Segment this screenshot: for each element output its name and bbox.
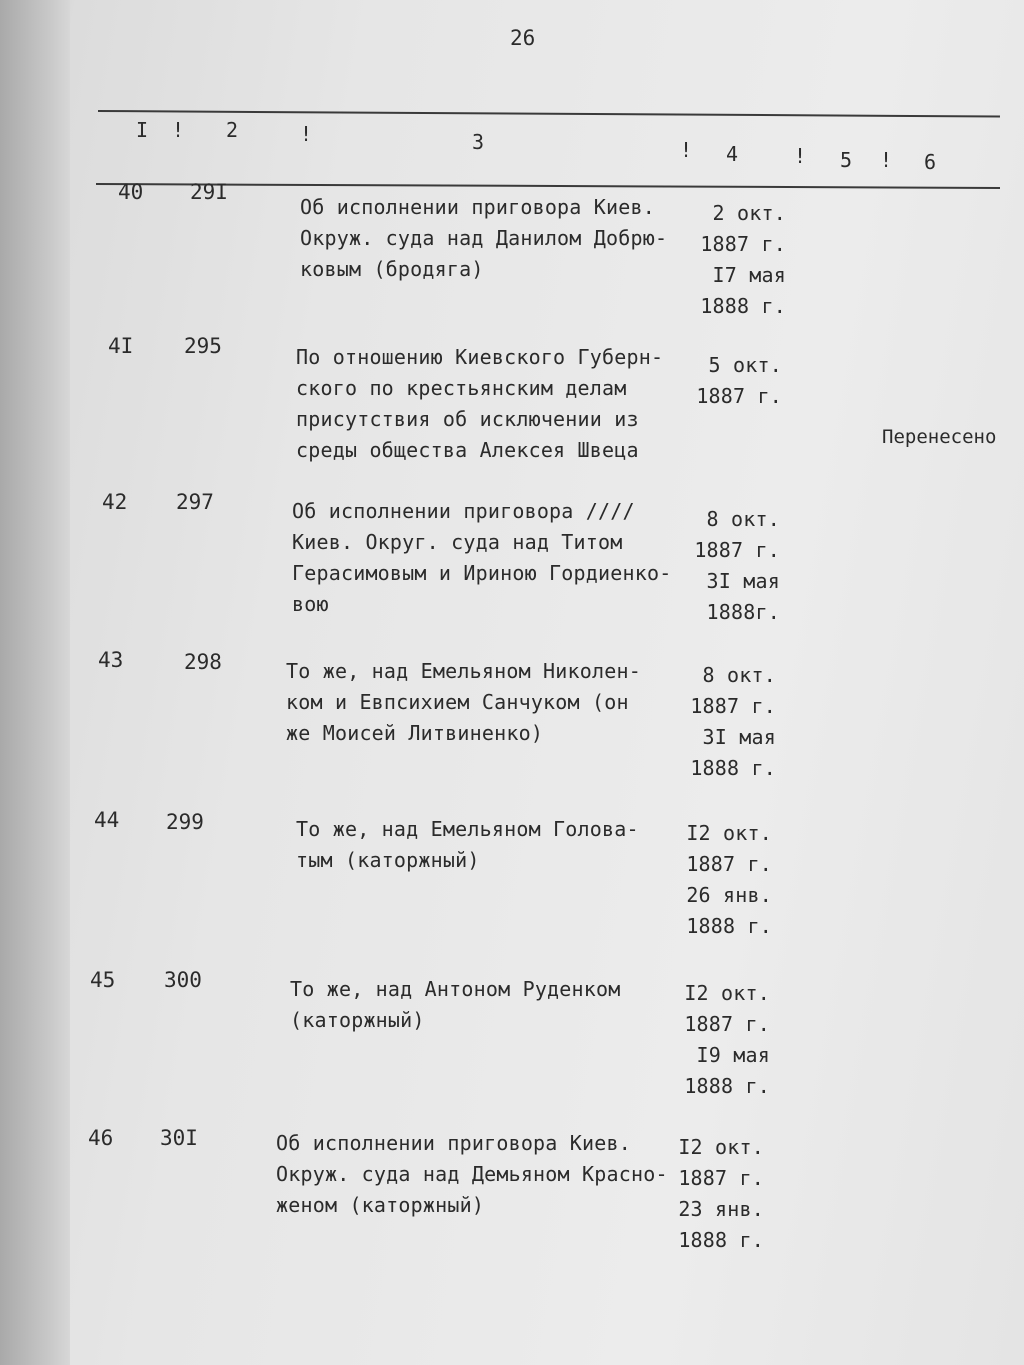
row-content: То же, над Емельяном Голова- тым (каторжный) xyxy=(296,817,639,872)
row-dates: 8 окт. 1887 г. 3I мая 1888 г. xyxy=(690,663,776,780)
row-content: Об исполнении приговора Киев. Окруж. суда над Данилом Добрю- ковым (бродяга) xyxy=(300,195,668,281)
row-code: 29I xyxy=(190,180,228,204)
row-number: 4I xyxy=(108,334,134,358)
row-number: 45 xyxy=(90,968,116,992)
row-dates: 5 окт. 1887 г. xyxy=(696,353,782,408)
row-code: 298 xyxy=(184,650,222,674)
row-content: То же, над Емельяном Николен- ком и Евпсихием Санчуком (он же Моисей Литвиненко) xyxy=(286,659,641,745)
row-number: 46 xyxy=(88,1126,114,1150)
header-col-2: 2 xyxy=(226,118,239,142)
row-dates: 2 окт. 1887 г. I7 мая 1888 г. xyxy=(700,201,786,318)
header-sep-5: ! xyxy=(880,148,893,172)
page-number: 26 xyxy=(510,26,536,50)
header-col-1: I xyxy=(136,118,149,142)
header-col-6: 6 xyxy=(924,150,937,174)
row-code: 295 xyxy=(184,334,222,358)
row-code: 300 xyxy=(164,968,202,992)
header-sep-3: ! xyxy=(680,138,693,162)
table-top-rule xyxy=(98,110,1000,118)
row-dates: I2 окт. 1887 г. 23 янв. 1888 г. xyxy=(678,1135,764,1252)
row-content: Об исполнении приговора //// Киев. Округ. суда над Титом Герасимовым и Ириною Гордиенко- вою xyxy=(292,499,672,616)
header-col-5: 5 xyxy=(840,148,853,172)
binding-gutter xyxy=(0,0,70,1365)
row-code: 299 xyxy=(166,810,204,834)
row-code: 30I xyxy=(160,1126,198,1150)
row-number: 44 xyxy=(94,808,120,832)
row-dates: I2 окт. 1887 г. 26 янв. 1888 г. xyxy=(686,821,772,938)
row-dates: I2 окт. 1887 г. I9 мая 1888 г. xyxy=(684,981,770,1098)
row-content: По отношению Киевского Губерн- ского по крестьянским делам присутствия об исключении из среды общества Алексея Швеца xyxy=(296,345,664,462)
header-sep-2: ! xyxy=(300,122,313,146)
row-number: 40 xyxy=(118,180,144,204)
row-code: 297 xyxy=(176,490,214,514)
row-number: 43 xyxy=(98,648,124,672)
table-header-bottom-rule xyxy=(96,183,1000,189)
header-col-4: 4 xyxy=(726,142,739,166)
side-note-transferred: Перенесено xyxy=(882,426,997,448)
header-sep-4: ! xyxy=(794,144,807,168)
header-sep-1: ! xyxy=(172,118,185,142)
row-content: То же, над Антоном Руденком (каторжный) xyxy=(290,977,621,1032)
row-dates: 8 окт. 1887 г. 3I мая 1888г. xyxy=(694,507,780,624)
header-col-3: 3 xyxy=(472,130,485,154)
row-number: 42 xyxy=(102,490,128,514)
row-content: Об исполнении приговора Киев. Окруж. суда над Демьяном Красно- женом (каторжный) xyxy=(276,1131,668,1217)
